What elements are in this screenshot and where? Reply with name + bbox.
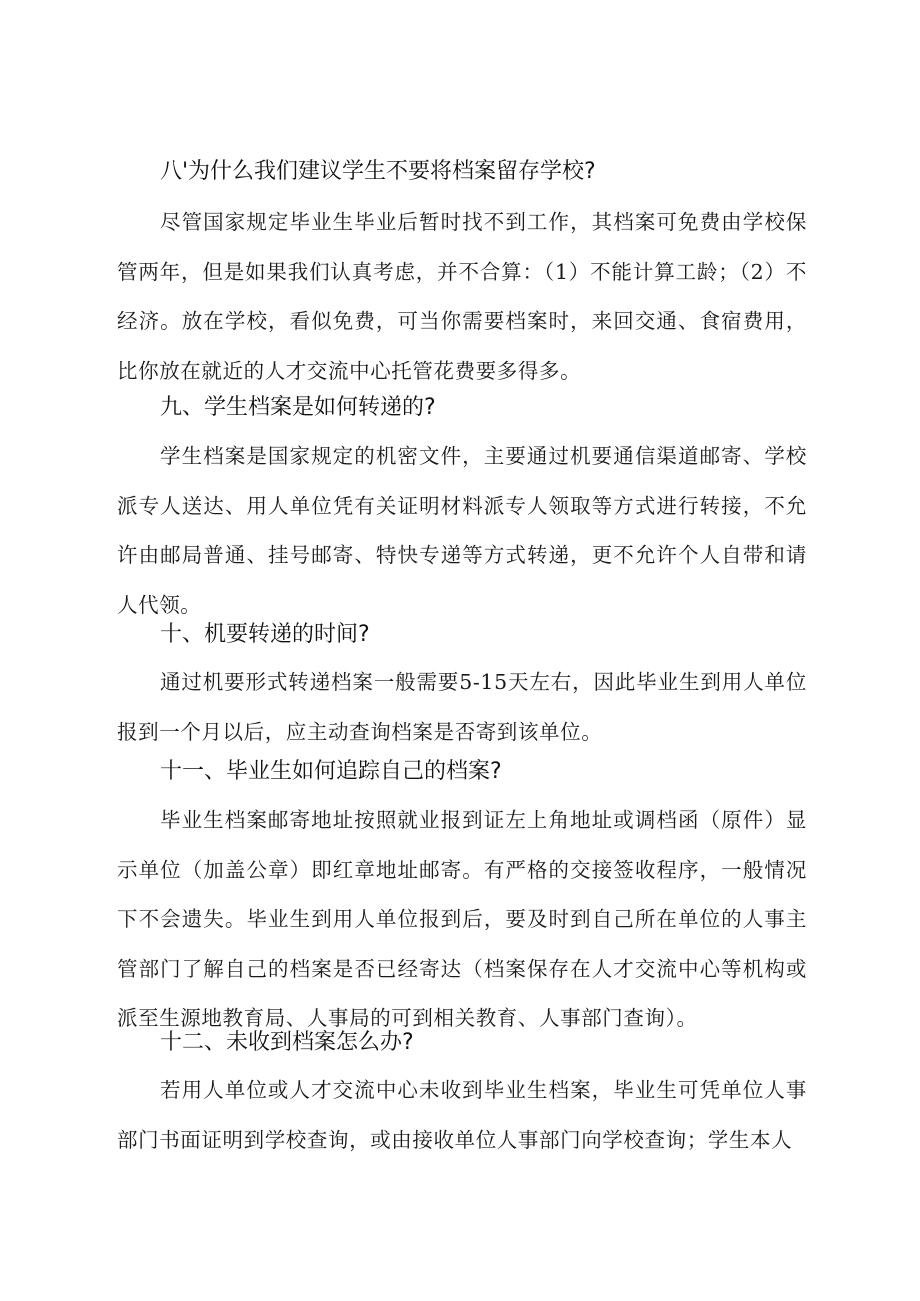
section-9-heading: 九、学生档案是如何转递的? xyxy=(160,395,436,420)
section-8-body: 尽管国家规定毕业生毕业后暂时找不到工作，其档案可免费由学校保管两年，但是如果我们认真考虑，并不合算：（1）不能计算工龄；（2）不经济。放在学校，看似免费，可当你需要档案时，来回交通、食宿费用，比你放在就近的人才交流中心托管花费要多得多。 xyxy=(117,210,807,383)
section-11-heading: 十一、毕业生如何追踪自己的档案? xyxy=(160,759,502,784)
section-8-heading: 八'为什么我们建议学生不要将档案留存学校? xyxy=(160,159,596,184)
section-9-body: 学生档案是国家规定的机密文件，主要通过机要通信渠道邮寄、学校派专人送达、用人单位凭有关证明材料派专人领取等方式进行转接，不允许由邮局普通、挂号邮寄、特快专递等方式转递，更不允许个人自带和请人代领。 xyxy=(117,444,807,617)
section-12-body: 若用人单位或人才交流中心未收到毕业生档案，毕业生可凭单位人事部门书面证明到学校查询，或由接收单位人事部门向学校查询；学生本人 xyxy=(117,1078,807,1152)
section-12-heading: 十二、未收到档案怎么办? xyxy=(160,1030,414,1055)
section-10-body: 通过机要形式转递档案一般需要5-15天左右，因此毕业生到用人单位报到一个月以后，应主动查询档案是否寄到该单位。 xyxy=(117,670,807,744)
section-10-heading: 十、机要转递的时间? xyxy=(160,622,370,647)
section-11-body: 毕业生档案邮寄地址按照就业报到证左上角地址或调档函（原件）显示单位（加盖公章）即红章地址邮寄。有严格的交接签收程序，一般情况下不会遗失。毕业生到用人单位报到后，要及时到自己所在单位的人事主管部门了解自己的档案是否已经寄达（档案保存在人才交流中心等机构或派至生源地教育局、人事局的可到相关教育、人事部门查询）。 xyxy=(117,808,807,1030)
